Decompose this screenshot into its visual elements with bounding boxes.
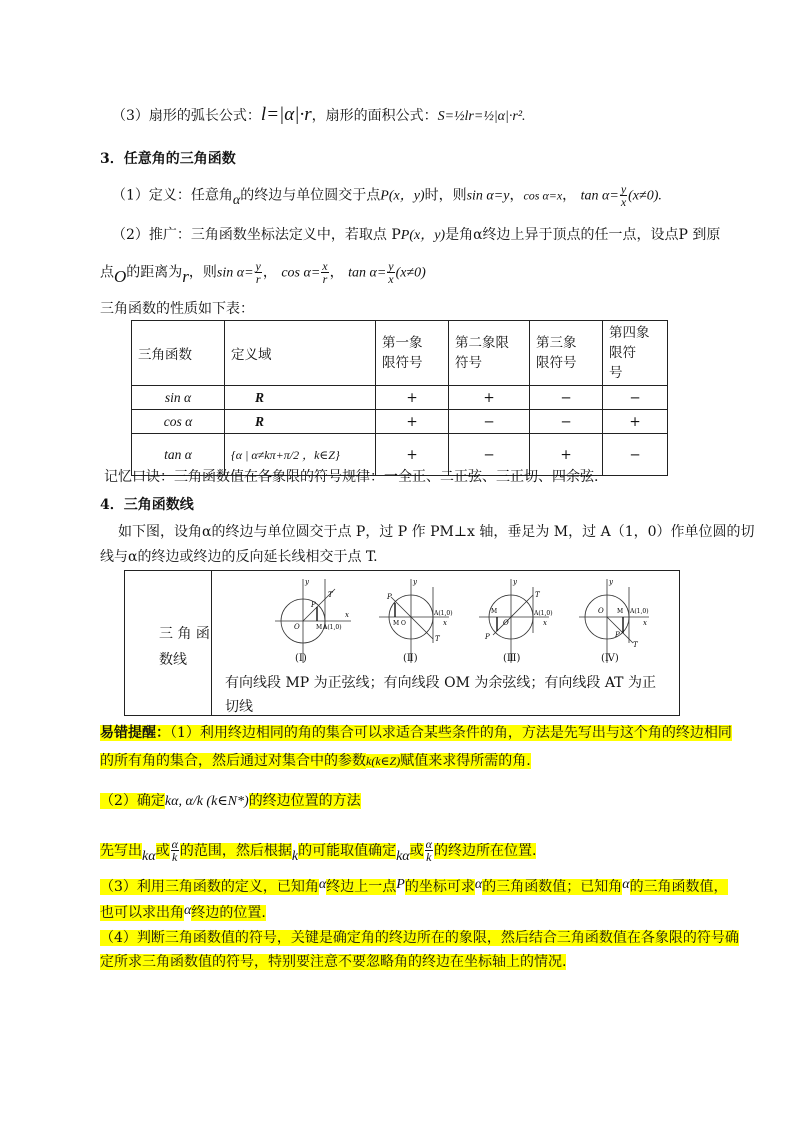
box-text-2: 切线 [225,699,253,715]
row-q3: − [530,410,603,434]
def-prefix: （1）定义：任意角 [112,187,233,204]
alpha-symbol: α [184,903,192,918]
cos-fraction: $\frac{x}{r}$ [322,259,328,286]
gen-r: r [182,266,189,286]
tip-4g: 终边的位置. [191,905,266,921]
gen-cos: cos α= [281,265,321,281]
row-q1: + [376,410,449,434]
svg-text:T: T [435,635,440,643]
tip-2-expr: kα, α/k (k∈N*) [164,794,249,809]
gen-tan-cond: (x≠0) [395,265,426,281]
figure-3 [477,577,557,667]
def-mid: 的终边与单位圆交于点 [240,187,381,204]
tip-5a: （4）判断三角函数值的符号，关键是确定角的终边所在的象限，然后结合三角函数值在各象限的符号确 [100,930,739,946]
svg-text:x: x [543,619,547,627]
svg-text:A(1,0): A(1,0) [434,610,453,617]
row-q1: + [376,386,449,410]
generalization-line-1 [112,224,720,247]
tip-5b: 定所求三角函数值的符号，特别要注意不要忽略角的终边在坐标轴上的情况. [100,954,567,970]
section4-text-2: 线与α的终边或终边的反向延长线相交于点 T. [100,549,378,565]
table-intro: 三角函数的性质如下表： [100,301,254,317]
row-domain: R [225,386,376,410]
tan-fraction: $\frac{y}{x}$ [620,182,627,209]
tip-3-line-2 [100,902,266,925]
tan-def: tan α= [580,188,619,204]
gen-sin: sin α= [216,265,254,281]
tip-2-detail [100,838,536,863]
section4-title: 4．三角函数线 [100,497,194,513]
alpha-symbol: α [622,877,630,892]
tip-3-or-2: 或 [409,842,424,859]
tip-3c: 的可能取值确定 [298,842,397,859]
header-q2: 第二象限 符号 [449,321,530,386]
generalization-line-2: 点O的距离为r，则sin α= $\frac{y}{r}$ ， cos α= $\frac{x}{r}$ ， tan α= $\frac{y}{x}$ (x≠0) [100,259,426,286]
svg-text:O: O [598,607,604,615]
svg-text:x: x [443,619,447,627]
row-fn: tan α [132,434,225,476]
sin-def: sin α=y [466,188,510,204]
unit-circle-figure-1 [273,577,353,667]
tip-3-k: k [291,848,299,864]
tips-title: 易错提醒： [100,725,170,741]
arc-length-formula: l=|α|·r [260,104,312,125]
gen-line1: （2）推广：三角函数坐标法定义中，若取点 P [112,227,401,243]
definition-line: （1）定义：任意角α的终边与单位圆交于点P(x，y)时，则sin α=y，cos α=x， tan α= $\frac{y}{x}$ (x≠0). [112,182,662,209]
sector-item: （3）扇形的弧长公式： [112,108,261,124]
row-q4: − [603,386,668,410]
svg-text:y: y [513,578,517,586]
tip-1-param: k(k∈Z) [366,754,401,768]
svg-text:T: T [535,591,540,599]
figure-1-label: (Ⅰ) [295,653,307,664]
svg-text:A(1,0): A(1,0) [630,608,649,615]
gen-line2c: ，则 [188,264,217,281]
tip-4a: （3）利用三角函数的定义，已知角 [100,879,319,895]
tip-1-line-2 [100,750,531,772]
svg-text:P: P [615,631,620,639]
trig-line-label: 三 角 函 数线 [159,626,210,668]
row-q2: + [449,386,530,410]
row-q4: + [603,410,668,434]
tip-4d: 的三角函数值；已知角 [482,879,623,895]
svg-text:x: x [345,611,349,619]
tip-3d: 的终边所在位置. [433,842,537,859]
figure-2-label: (Ⅱ) [403,653,418,664]
row-fn: sin α [132,386,225,410]
tan2-fraction: $\frac{y}{x}$ [388,259,394,286]
table-row [132,386,668,410]
gen-line2b: 的距离为 [126,264,183,281]
section3-title: 3．任意角的三角函数 [100,151,236,167]
tip-3a: 先写出 [100,842,142,859]
svg-text:y: y [413,578,417,586]
alpha-symbol: α [474,877,483,892]
svg-text:T: T [328,591,333,599]
cos-def: cos α=x [523,188,563,203]
mnemonic: 记忆口诀：三角函数值在各象限的符号规律：一全正、二正弦、三正切、四余弦. [104,469,599,485]
row-fn: cos α [132,410,225,434]
svg-text:M: M [316,624,323,631]
tip-1c: 赋值来求得所需的角. [400,753,531,769]
svg-text:M: M [617,608,624,615]
tip-1a: （1）利用终边相同的角的集合可以求适合某些条件的角，方法是先写出与这个角的终边相同 [170,725,732,741]
gen-line1b: 是角α终边上异于顶点的任一点，设点P 到原 [445,227,721,243]
header-domain: 定义域 [225,321,376,386]
row-q2: − [449,410,530,434]
tip-3-or: 或 [155,842,170,859]
figure-2 [377,577,457,667]
row-q4: − [603,434,668,476]
figure-4 [577,577,657,667]
tip-3-ka: kα [142,848,156,864]
svg-text:M: M [491,608,498,615]
tip-3b: 的范围，然后根据 [179,842,292,859]
trig-sign-table [131,320,668,476]
row-domain: R [225,410,376,434]
area-label: ，扇形的面积公式： [311,108,438,124]
svg-text:P: P [485,633,490,641]
figure-4-label: (Ⅳ) [601,653,619,664]
row-q2: − [449,434,530,476]
gen-line2a: 点 [100,264,114,281]
header-fn: 三角函数 [132,321,225,386]
svg-text:y: y [305,578,309,586]
trig-line-description [225,671,656,719]
tip-3-ka-2: kα [396,848,410,864]
alpha-symbol: α [232,192,241,208]
row-q3: + [530,434,603,476]
tip-4f: 也可以求出角 [100,905,184,921]
header-q3: 第三象 限符号 [530,321,603,386]
p-symbol: P [396,877,405,892]
sin-fraction: $\frac{y}{r}$ [255,259,261,286]
svg-text:x: x [643,619,647,627]
tip-4-line-1 [100,927,739,949]
alpha-symbol: α [318,877,327,892]
table-header-row [132,321,668,386]
section4-text-1: 如下图，设角α的终边与单位圆交于点 P，过 P 作 PM⊥x 轴，垂足为 M，过 A（1，0）作单位圆的切 [118,524,755,540]
tip-2b: 的终边位置的方法 [248,793,361,809]
row-q3: − [530,386,603,410]
tip-1-line-1 [100,722,732,744]
trig-line-label-cell [125,571,212,715]
header-q4: 第四象限符 号 [603,321,668,386]
tip-2a: （2）确定 [100,793,165,809]
svg-text:P: P [311,601,316,609]
figure-1 [273,577,353,667]
tip-2-line [100,790,361,813]
alpha-over-k-2: $\frac{\alpha}{k}$ [425,837,432,864]
svg-text:y: y [609,578,613,586]
tan-cond: (x≠0). [628,188,662,204]
gen-tan: tan α= [348,265,387,281]
tip-4e: 的三角函数值， [629,879,728,895]
tip-4-line-2 [100,951,566,973]
svg-text:T: T [633,641,638,649]
alpha-over-k-1: $\frac{\alpha}{k}$ [171,837,178,864]
svg-text:P: P [387,593,392,601]
row-domain: {α | α≠kπ+π/2 ，k∈Z} [225,434,376,476]
header-q1: 第一象 限符号 [376,321,449,386]
svg-text:O: O [503,619,509,627]
table-row [132,410,668,434]
svg-text:O: O [294,623,300,631]
svg-text:A(1,0): A(1,0) [323,624,342,631]
svg-text:M O: M O [393,620,406,627]
tip-4b: 终边上一点 [326,879,397,895]
figure-3-label: (Ⅲ) [503,653,521,664]
area-formula: S=½lr=½|α|·r². [437,109,526,124]
box-text-1: 有向线段 MP 为正弦线；有向线段 OM 为余弦线；有向线段 AT 为正 [225,675,656,691]
svg-text:A(1,0): A(1,0) [534,610,553,617]
gen-O: O [114,266,127,286]
def-then: 时，则 [424,187,467,204]
tip-4c: 的坐标可求 [404,879,475,895]
def-point: P(x，y) [380,188,425,204]
tip-1b: 的所有角的集合，然后通过对集合中的参数 [100,753,366,769]
tip-3-line-1 [100,876,728,899]
gen-point: P(x，y) [400,228,446,243]
row-q1: + [376,434,449,476]
trig-line-box [124,570,680,716]
sector-formula-line [112,104,526,128]
